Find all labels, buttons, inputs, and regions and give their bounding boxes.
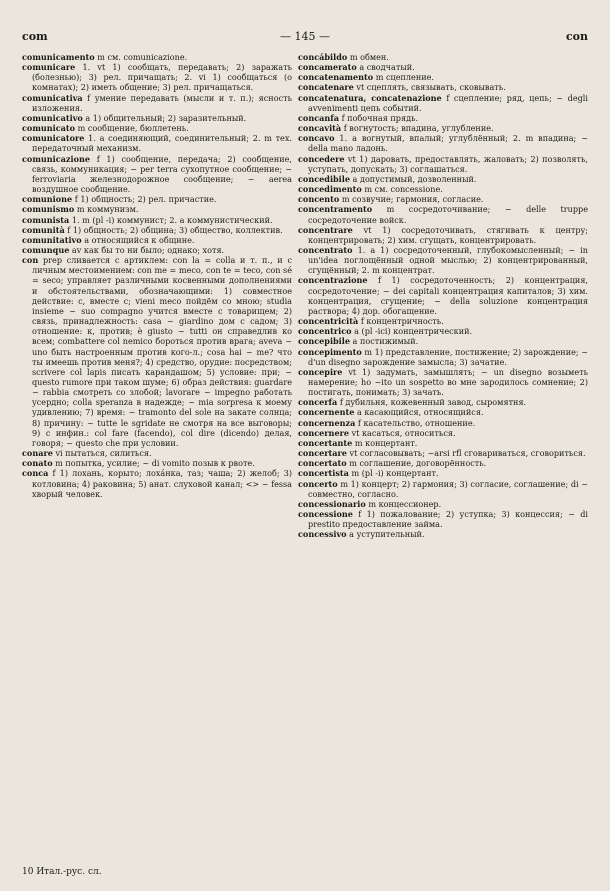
headword: comunicatore — [22, 133, 85, 144]
definition: f концентричность. — [358, 316, 444, 327]
header-right-guide-word: con — [565, 30, 588, 43]
definition: f 1) пожалование; 2) уступка; 3) концессия; ~ di prestito предоставление займа. — [308, 509, 588, 530]
headword: comunicare — [22, 62, 76, 73]
definition: av как бы то ни было; однако; хотя. — [69, 244, 225, 255]
page-number: — 145 — — [280, 30, 330, 43]
definition: f 1) общность; 2) община; 3) общество, коллектив. — [64, 224, 283, 235]
dictionary-entry — [298, 458, 588, 468]
dictionary-entry — [298, 245, 588, 275]
dictionary-entry — [298, 225, 588, 245]
headword: concentrico — [298, 326, 352, 337]
definition: 1. a 1) сосредоточенный, глубокомысленный; ~ in un'idea поглощённый одной мыслью; 2) концентрированный, сгущённый; 2. m концентрат. — [308, 244, 588, 276]
definition: m концертант. — [352, 437, 418, 448]
headword: concavo — [298, 133, 335, 144]
dictionary-entry — [298, 93, 588, 113]
dictionary-entry — [22, 468, 292, 498]
dictionary-entry — [22, 458, 292, 468]
definition: m созвучие; гармония, согласие. — [339, 194, 484, 205]
dictionary-entry — [298, 62, 588, 72]
headword: concepire — [298, 366, 343, 377]
dictionary-entry — [22, 225, 292, 235]
dictionary-entry — [22, 245, 292, 255]
headword: concentricità — [298, 316, 359, 327]
dictionary-entry — [298, 529, 588, 539]
definition: m 1) концерт; 2) гармония; 3) согласие, соглашение; di ~ совместно, согласно. — [308, 478, 588, 499]
definition: f касательство, отношение. — [355, 417, 476, 428]
definition: f умение передавать (мысли и т. п.); ясность изложения. — [32, 92, 292, 113]
definition: m коммунизм. — [74, 204, 139, 215]
definition: vt согласовывать; ~arsi rfl сговариваться, сговориться. — [346, 448, 586, 459]
headword: concertare — [298, 448, 347, 459]
dictionary-entry — [298, 418, 588, 428]
headword: con — [22, 255, 39, 266]
headword: concerto — [298, 478, 338, 489]
left-column — [22, 52, 292, 499]
headword: concessivo — [298, 529, 347, 540]
definition: a относящийся к общине. — [81, 234, 195, 245]
headword: concamerato — [298, 62, 357, 73]
headword: concábildo — [298, 52, 348, 62]
definition: f побочная прядь. — [339, 112, 419, 123]
dictionary-entry — [298, 194, 588, 204]
headword: concertato — [298, 458, 347, 469]
dictionary-entry — [298, 154, 588, 174]
definition: f 1) сосредоточенность; 2) концентрация, сосредоточение; ~ dei capitali концентрация капиталов; 3) хим. концентрация, сгущение; ~ della soluzione концентрация раствора; 4) дор. обогащение. — [308, 275, 588, 316]
definition: m 1) представление, постижение; 2) зарождение; ~ d'un disegno зарождение замысла; 3) зачатие. — [308, 346, 588, 367]
headword: concepibile — [298, 336, 350, 347]
definition: vt сцеплять, связывать, сковывать. — [353, 82, 506, 93]
definition: f дубильня, кожевенный завод, сыромятня. — [337, 397, 527, 408]
dictionary-entry — [298, 438, 588, 448]
dictionary-entry — [22, 154, 292, 195]
dictionary-entry — [22, 133, 292, 153]
headword: concanfa — [298, 112, 339, 123]
header-left-guide-word: com — [22, 30, 48, 43]
dictionary-entry — [22, 62, 292, 92]
definition: m см. concessione. — [361, 184, 443, 195]
headword: concavità — [298, 123, 342, 134]
headword: concernente — [298, 407, 355, 418]
headword: concertante — [298, 437, 353, 448]
definition: vt 1) задумать, замышлять; ~ un disegno возыметь намерение; ho ~ito un sospetto во мне зародилось сомнение; 2) постигать, понимать; 3) зачать. — [308, 366, 588, 398]
definition: m (pl -i) концертант. — [348, 468, 439, 479]
definition: m обмен. — [347, 52, 389, 62]
dictionary-entry — [298, 407, 588, 417]
definition: m сообщение, бюллетень. — [75, 123, 189, 134]
headword: comunque — [22, 244, 70, 255]
definition: 1. a соединяющий, соединительный; 2. m тех. передаточный механизм. — [32, 133, 292, 154]
dictionary-entry — [22, 93, 292, 113]
definition: a уступительный. — [346, 529, 425, 540]
headword: concentrato — [298, 244, 353, 255]
definition: prep сливается с артиклем: con la = colla и т. п., и с личным местоимением: con me = meco, con te = teco, con sé = seco; управляет различными косвенными дополнениями и обстоятельствами, обозначающими: 1) совместное действие: с, вместе с; vieni meco пойдём со мною; studia insieme ~ suo compagno учится вместе с товарищем; 2) связь, принадлежность: casa ~ giardino дом с садом; 3) отношение: к, против; è giusto ~ tutti он справедлив ко всем; combattere col nemico бороться против врага; aveva ~ uno быть настроенным против кого-л.; cosa hai ~ me? что ты имеешь против меня?; 4) средство, орудие: посредством; scrivere col lapis писать карандашом; 5) условие: при; ~ questo rumore при таком шуме; 6) образ действия: guardare ~ rabbia смотреть со злобой; lavorare ~ impegno работать усердно; colla speranza в надежде; ~ mia sorpresa к моему удивлению; 7) время: ~ tramonto del sole на закате солнца; 8) причину: ~ tutte le sgridate не смотря на все выговоры; 9) с инфин.: col fare (facendo), col dire (dicendo) делая, говоря; ~ questo che при условии. — [32, 255, 292, 448]
dictionary-entry — [298, 428, 588, 438]
definition: vt 1) сосредоточивать, стягивать к центру; концентрировать; 2) хим. сгущать, концентрировать. — [308, 224, 588, 245]
headword: comunicato — [22, 123, 76, 134]
definition: m соглашение, договорённость. — [346, 458, 487, 469]
definition: 1. m (pl -i) коммунист; 2. a коммунистический. — [69, 214, 273, 225]
dictionary-entry — [22, 204, 292, 214]
headword: concedere — [298, 153, 345, 164]
dictionary-entry — [298, 113, 588, 123]
definition: a (pl -ici) концентрический. — [351, 326, 473, 337]
headword: concento — [298, 194, 340, 205]
definition: f сцепление; ряд, цепь; ~ degli avvenimenti цепь событий. — [308, 92, 588, 113]
headword: concatenamento — [298, 72, 374, 83]
dictionary-entry — [22, 194, 292, 204]
definition: a постижимый. — [349, 336, 419, 347]
headword: conca — [22, 468, 49, 479]
dictionary-entry — [298, 72, 588, 82]
definition: f 1) общность; 2) рел. причастие. — [72, 194, 217, 205]
definition: m см. comunicazione. — [94, 52, 188, 62]
dictionary-entry — [298, 448, 588, 458]
definition: f вогнутость; впадина, углубление. — [341, 123, 494, 134]
definition: f 1) сообщение, передача; 2) сообщение, связь, коммуникация; ~ per terra сухопутное сообщение; ~ ferroviaria железнодорожное сообщение; ~ aerea воздушное сообщение. — [32, 153, 292, 195]
dictionary-entry — [298, 184, 588, 194]
dictionary-entry — [298, 316, 588, 326]
footer-signature: 10 Итал.-рус. сл. — [22, 867, 102, 877]
headword: comunitativo — [22, 234, 82, 245]
definition: a касающийся, относящийся. — [354, 407, 484, 418]
definition: m попытка, усилие; ~ di vomito позыв к рвоте. — [52, 458, 255, 469]
headword: concentrare — [298, 224, 353, 235]
headword: concessione — [298, 509, 353, 520]
dictionary-entry — [298, 123, 588, 133]
headword: concedibile — [298, 173, 350, 184]
headword: comunicazione — [22, 153, 91, 164]
headword: concerfa — [298, 397, 338, 408]
definition: vt касаться, относиться. — [349, 427, 456, 438]
dictionary-entry — [22, 113, 292, 123]
dictionary-entry — [298, 468, 588, 478]
definition: 1. a вогнутый, впалый; углублённый; 2. m впадина; ~ della mano ладонь. — [308, 133, 588, 154]
dictionary-entry — [22, 215, 292, 225]
definition: f 1) лохань, корыто; лохáнка, таз; чаша; 2) желоб; 3) котловина; 4) раковина; 5) анат. слуховой канал; <> ~ fessa хворый человек. — [32, 468, 292, 499]
headword: comunicativo — [22, 112, 83, 123]
running-header — [22, 30, 588, 46]
headword: comunicamento — [22, 52, 95, 62]
dictionary-entry — [22, 123, 292, 133]
headword: concentramento — [298, 204, 373, 215]
definition: 1. vt 1) сообщать, передавать; 2) заражать (болезнью); 3) рел. причащать; 2. vi 1) сообщаться (о комнатах); 2) иметь общение; 3) рел. причащаться. — [32, 62, 292, 93]
dictionary-entry — [298, 275, 588, 316]
headword: concernere — [298, 427, 350, 438]
dictionary-entry — [298, 326, 588, 336]
definition: a 1) общительный; 2) заразительный. — [82, 112, 247, 123]
headword: conare — [22, 448, 53, 459]
definition: a сводчатый. — [356, 62, 415, 73]
right-column — [298, 52, 588, 540]
headword: concatenatura, concatenazione — [298, 92, 442, 103]
dictionary-entry — [298, 336, 588, 346]
dictionary-entry — [22, 255, 292, 448]
definition: vi пытаться, силиться. — [52, 448, 152, 459]
dictionary-entry — [298, 367, 588, 397]
headword: conato — [22, 458, 53, 469]
dictionary-entry — [298, 509, 588, 529]
headword: comunismo — [22, 204, 75, 215]
dictionary-entry — [298, 174, 588, 184]
headword: concertista — [298, 468, 349, 479]
dictionary-entry — [298, 82, 588, 92]
headword: concernenza — [298, 417, 356, 428]
definition: a допустимый, дозволенный. — [349, 173, 477, 184]
dictionary-entry — [22, 235, 292, 245]
headword: comunicativa — [22, 92, 83, 103]
dictionary-entry — [22, 448, 292, 458]
definition: m концессионер. — [365, 498, 442, 509]
headword: comunità — [22, 224, 65, 235]
headword: concedimento — [298, 184, 362, 195]
headword: concessionario — [298, 498, 366, 509]
dictionary-entry — [298, 479, 588, 499]
headword: concatenare — [298, 82, 354, 93]
headword: concentrazione — [298, 275, 368, 286]
dictionary-entry — [298, 52, 588, 62]
headword: concepimento — [298, 346, 362, 357]
dictionary-entry — [298, 397, 588, 407]
definition: vt 1) даровать, предоставлять, жаловать; 2) позволять, уступать, допускать; 3) соглашаться. — [308, 153, 588, 174]
headword: comunione — [22, 194, 73, 205]
headword: comunista — [22, 214, 70, 225]
dictionary-entry — [298, 347, 588, 367]
dictionary-entry — [298, 204, 588, 224]
dictionary-entry — [22, 52, 292, 62]
definition: m сосредоточивание; ~ delle truppe сосредоточение войск. — [308, 204, 588, 225]
dictionary-entry — [298, 499, 588, 509]
definition: m сцепление. — [373, 72, 434, 83]
dictionary-entry — [298, 133, 588, 153]
